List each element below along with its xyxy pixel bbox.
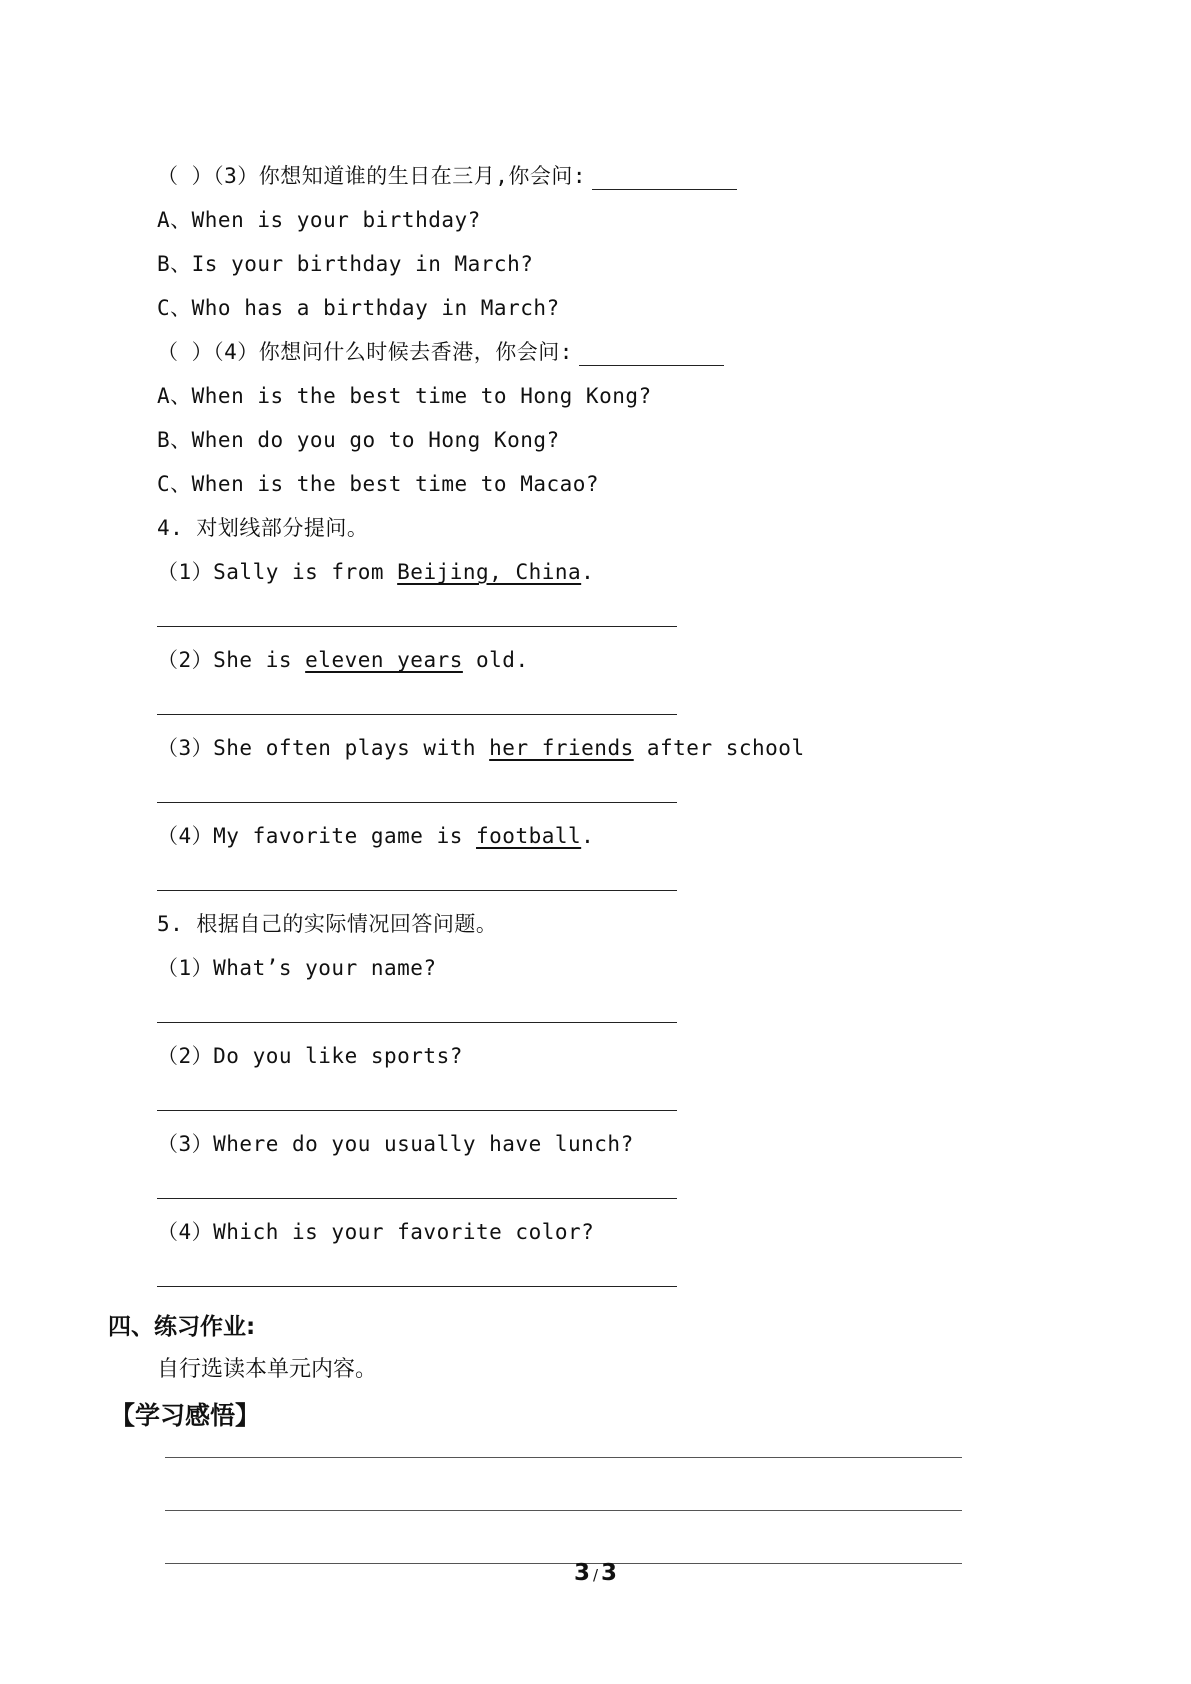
part-5-heading: 5. 根据自己的实际情况回答问题。 (157, 912, 498, 936)
page-number: 3 / 3 (573, 1560, 618, 1586)
underlined-phrase: football (476, 824, 582, 848)
part-4-item: （1）Sally is from Beijing, China. (157, 560, 595, 584)
section-4-title: 四、练习作业: (108, 1314, 256, 1340)
question-4-option-c: C、When is the best time to Macao? (157, 472, 600, 496)
answer-line[interactable] (157, 1198, 677, 1199)
answer-line[interactable] (157, 626, 677, 627)
question-4-option-b: B、When do you go to Hong Kong? (157, 428, 560, 452)
part-5-item: （2）Do you like sports? (157, 1044, 463, 1068)
answer-line[interactable] (157, 802, 677, 803)
question-3-prompt: （ ）（3）你想知道谁的生日在三月,你会问: (157, 162, 737, 190)
reflection-line[interactable] (165, 1510, 962, 1511)
answer-blank[interactable] (579, 345, 724, 366)
section-4-body: 自行选读本单元内容。 (157, 1357, 378, 1382)
part-5-item: （4）Which is your favorite color? (157, 1220, 595, 1244)
answer-line[interactable] (157, 714, 677, 715)
reflection-title: 【学习感悟】 (110, 1401, 261, 1430)
part-5-item: （1）What’s your name? (157, 956, 437, 980)
question-3-option-c: C、Who has a birthday in March? (157, 296, 560, 320)
part-4-heading: 4. 对划线部分提问。 (157, 516, 369, 540)
part-5-item: （3）Where do you usually have lunch? (157, 1132, 634, 1156)
question-4-prompt: （ ）（4）你想问什么时候去香港，你会问: (157, 338, 724, 366)
question-3-option-a: A、When is your birthday? (157, 208, 481, 232)
part-4-item: （2）She is eleven years old. (157, 648, 529, 672)
underlined-phrase: eleven years (305, 648, 463, 672)
underlined-phrase: Beijing, China (397, 560, 582, 584)
answer-line[interactable] (157, 1022, 677, 1023)
part-4-item: （3）She often plays with her friends after school (157, 736, 805, 760)
question-4-option-a: A、When is the best time to Hong Kong? (157, 384, 652, 408)
underlined-phrase: her friends (489, 736, 634, 760)
answer-blank[interactable] (592, 169, 737, 190)
part-4-item: （4）My favorite game is football. (157, 824, 595, 848)
answer-line[interactable] (157, 1110, 677, 1111)
answer-line[interactable] (157, 890, 677, 891)
answer-line[interactable] (157, 1286, 677, 1287)
question-3-option-b: B、Is your birthday in March? (157, 252, 534, 276)
reflection-line[interactable] (165, 1457, 962, 1458)
